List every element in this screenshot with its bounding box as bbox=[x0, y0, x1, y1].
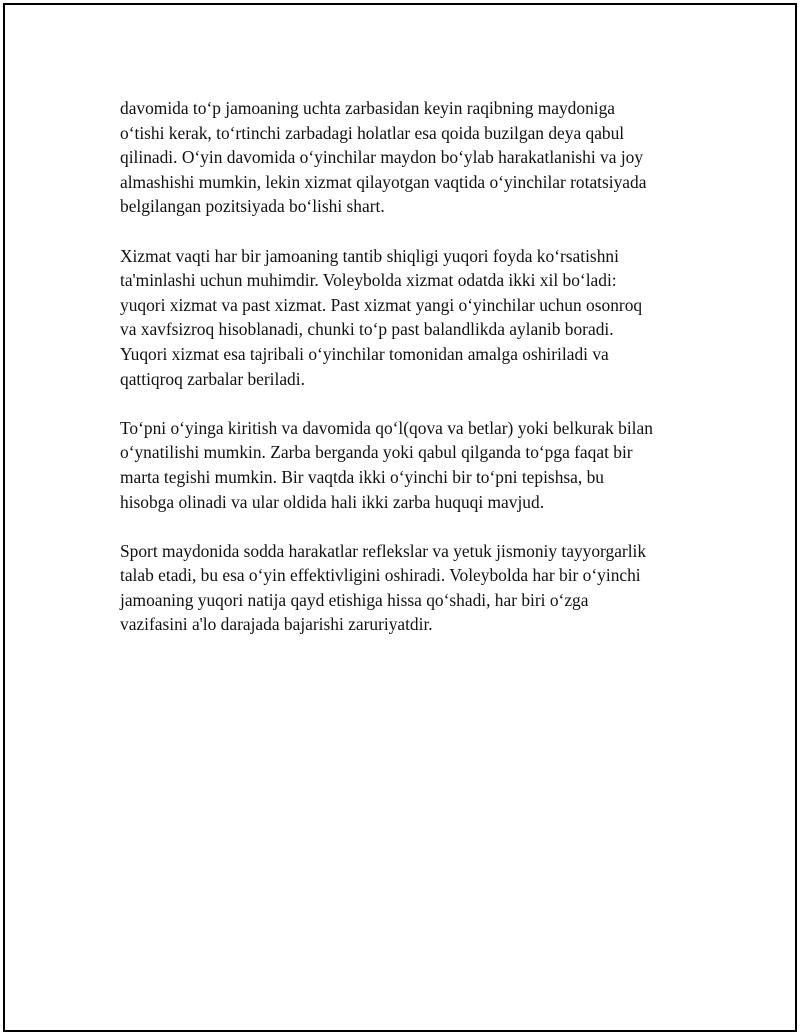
paragraph-3 bbox=[120, 416, 710, 514]
text-line: va xavfsizroq hisoblanadi, chunki to‘p past balandlikda aylanib boradi. bbox=[120, 319, 614, 340]
text-line: o‘tishi kerak, to‘rtinchi zarbadagi holatlar esa qoida buzilgan deya qabul bbox=[120, 122, 625, 143]
text-line: davomida to‘p jamoaning uchta zarbasidan keyin raqibning maydoniga bbox=[120, 98, 616, 118]
text-line: talab etadi, bu esa o‘yin effektivligini oshiradi. Voleybolda har bir o‘yinchi bbox=[120, 565, 641, 586]
text-line: Sport maydonida sodda harakatlar reflekslar va yetuk jismoniy tayyorgarlik bbox=[120, 540, 647, 561]
text-line: qilinadi. O‘yin davomida o‘yinchilar maydon bo‘ylab harakatlanishi va joy bbox=[120, 147, 644, 168]
text-line: belgilangan pozitsiyada bo‘lishi shart. bbox=[120, 196, 385, 217]
text-line: marta tegishi mumkin. Bir vaqtda ikki o‘yinchi bir to‘pni tepishsa, bu bbox=[120, 466, 604, 487]
text-line: almashishi mumkin, lekin xizmat qilayotgan vaqtida o‘yinchilar rotatsiyada bbox=[120, 171, 647, 192]
paragraph-4 bbox=[120, 539, 710, 637]
document-page bbox=[3, 3, 797, 1032]
text-line: Xizmat vaqti har bir jamoaning tantib shiqligi yuqori foyda ko‘rsatishni bbox=[120, 245, 619, 266]
paragraph-1 bbox=[120, 96, 710, 219]
text-line: ta'minlashi uchun muhimdir. Voleybolda xizmat odatda ikki xil bo‘ladi: bbox=[120, 270, 617, 291]
text-line: Yuqori xizmat esa tajribali o‘yinchilar tomonidan amalga oshiriladi va bbox=[120, 343, 609, 364]
text-line: yuqori xizmat va past xizmat. Past xizmat yangi o‘yinchilar uchun osonroq bbox=[120, 294, 643, 315]
text-line: vazifasini a'lo darajada bajarishi zaruriyatdir. bbox=[120, 614, 433, 635]
text-line: qattiqroq zarbalar beriladi. bbox=[120, 368, 305, 389]
text-line: To‘pni o‘yinga kiritish va davomida qo‘l(qova va betlar) yoki belkurak bilan bbox=[120, 417, 653, 438]
text-line: hisobga olinadi va ular oldida hali ikki zarba huquqi mavjud. bbox=[120, 491, 545, 512]
document-body bbox=[120, 96, 710, 662]
text-line: o‘ynatilishi mumkin. Zarba berganda yoki qabul qilganda to‘pga faqat bir bbox=[120, 442, 633, 463]
text-line: jamoaning yuqori natija qayd etishiga hissa qo‘shadi, har biri o‘zga bbox=[120, 589, 589, 610]
paragraph-2 bbox=[120, 244, 710, 392]
